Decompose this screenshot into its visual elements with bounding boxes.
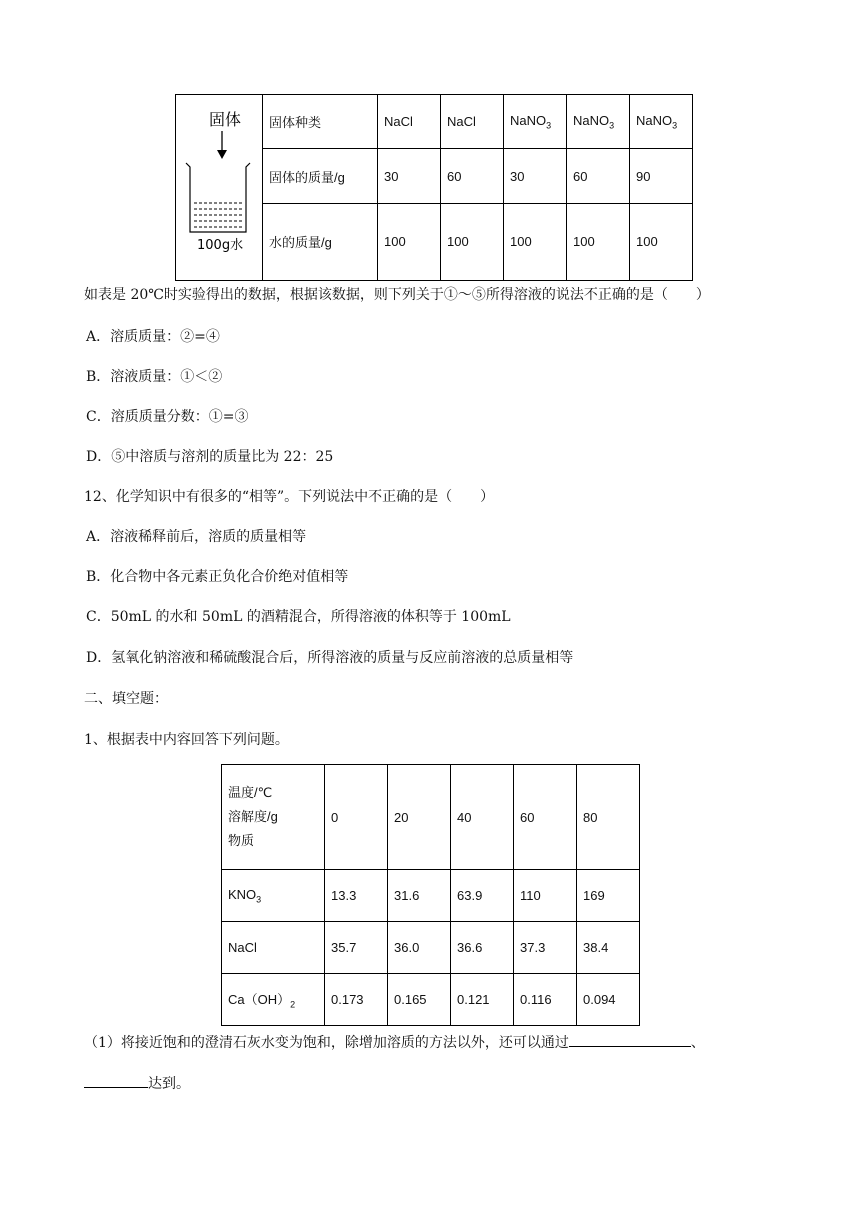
row-header-mass: 固体的质量/g	[263, 149, 378, 203]
cell: 100	[504, 203, 567, 280]
sub-question-1-cont	[84, 1072, 190, 1093]
beaker-diagram	[176, 95, 262, 277]
substance-kno3: $KNO_3$	[222, 870, 325, 922]
sub1-text: （1）将接近饱和的澄清石灰水变为饱和，除增加溶质的方法以外，还可以通过	[84, 1035, 569, 1051]
water-label: 100g水	[197, 238, 244, 253]
q11-option-b: B．溶液质量：①＜②	[86, 369, 223, 385]
solid-label: 固体	[209, 110, 242, 129]
substance-nacl: NaCl	[222, 922, 325, 974]
temp-cell: 20	[388, 765, 451, 870]
temp-cell: 0	[325, 765, 388, 870]
value-cell: 110	[514, 870, 577, 922]
cell: 100	[378, 203, 441, 280]
value-cell: 0.165	[388, 974, 451, 1026]
temp-cell: 60	[514, 765, 577, 870]
cell: NaNO$_3$	[630, 95, 693, 149]
q12-option-b: B．化合物中各元素正负化合价绝对值相等	[86, 569, 349, 585]
sub1-separator: 、	[690, 1035, 705, 1051]
value-cell: 0.094	[577, 974, 640, 1026]
q11-option-d: D．⑤中溶质与溶剂的质量比为 22：25	[86, 449, 334, 465]
value-cell: 13.3	[325, 870, 388, 922]
value-cell: 0.121	[451, 974, 514, 1026]
q12-stem: 12、化学知识中有很多的“相等”。下列说法中不正确的是（ ）	[84, 489, 495, 505]
header-temp: 温度/℃	[228, 785, 273, 800]
substance-caoh2: $Ca(OH)_2$	[222, 974, 325, 1026]
cell: NaCl	[378, 95, 441, 149]
value-cell: 0.173	[325, 974, 388, 1026]
header-substance: 物质	[228, 833, 255, 848]
temp-cell: 80	[577, 765, 640, 870]
cell: 60	[567, 149, 630, 203]
cell: NaCl	[441, 95, 504, 149]
beaker-icon	[186, 163, 250, 232]
cell: 90	[630, 149, 693, 203]
answer-blank-1[interactable]	[569, 1031, 691, 1047]
cell: 100	[441, 203, 504, 280]
value-cell: 35.7	[325, 922, 388, 974]
q11-option-c: C．溶质质量分数：①=③	[86, 409, 249, 425]
value-cell: 63.9	[451, 870, 514, 922]
q12-option-a: A．溶液稀释前后，溶质的质量相等	[86, 529, 307, 545]
temp-cell: 40	[451, 765, 514, 870]
value-cell: 37.3	[514, 922, 577, 974]
q11-stem: 如表是 20℃时实验得出的数据，根据该数据，则下列关于①～⑤所得溶液的说法不正确的是（ ）	[84, 287, 710, 303]
cell: 100	[630, 203, 693, 280]
cell: 100	[567, 203, 630, 280]
cell: NaNO$_3$	[504, 95, 567, 149]
header-solubility: 溶解度/g	[228, 809, 278, 824]
sub-question-1	[84, 1031, 705, 1052]
value-cell: 0.116	[514, 974, 577, 1026]
q12-option-c: C．50mL 的水和 50mL 的酒精混合，所得溶液的体积等于 100mL	[86, 609, 511, 625]
arrowhead-icon	[217, 150, 227, 159]
solubility-table	[221, 764, 640, 1026]
cell: 60	[441, 149, 504, 203]
water-lines	[194, 203, 242, 227]
beaker-figure-cell	[176, 95, 263, 281]
q11-option-a: A．溶质质量：②=④	[86, 329, 220, 345]
value-cell: 169	[577, 870, 640, 922]
cell: 30	[504, 149, 567, 203]
section-heading: 二、填空题：	[84, 691, 168, 707]
experiment-table	[175, 94, 693, 281]
value-cell: 36.6	[451, 922, 514, 974]
row-header-water: 水的质量/g	[263, 203, 378, 280]
header-cell	[222, 765, 325, 870]
answer-blank-2[interactable]	[84, 1072, 148, 1088]
cell: NaNO$_3$	[567, 95, 630, 149]
q12-option-d: D．氢氧化钠溶液和稀硫酸混合后，所得溶液的质量与反应前溶液的总质量相等	[86, 650, 574, 666]
cell: 30	[378, 149, 441, 203]
value-cell: 31.6	[388, 870, 451, 922]
value-cell: 36.0	[388, 922, 451, 974]
value-cell: 38.4	[577, 922, 640, 974]
fill-question-1: 1、根据表中内容回答下列问题。	[84, 732, 289, 748]
row-header-kind: 固体种类	[263, 95, 378, 149]
sub1-tail: 达到。	[148, 1076, 190, 1092]
